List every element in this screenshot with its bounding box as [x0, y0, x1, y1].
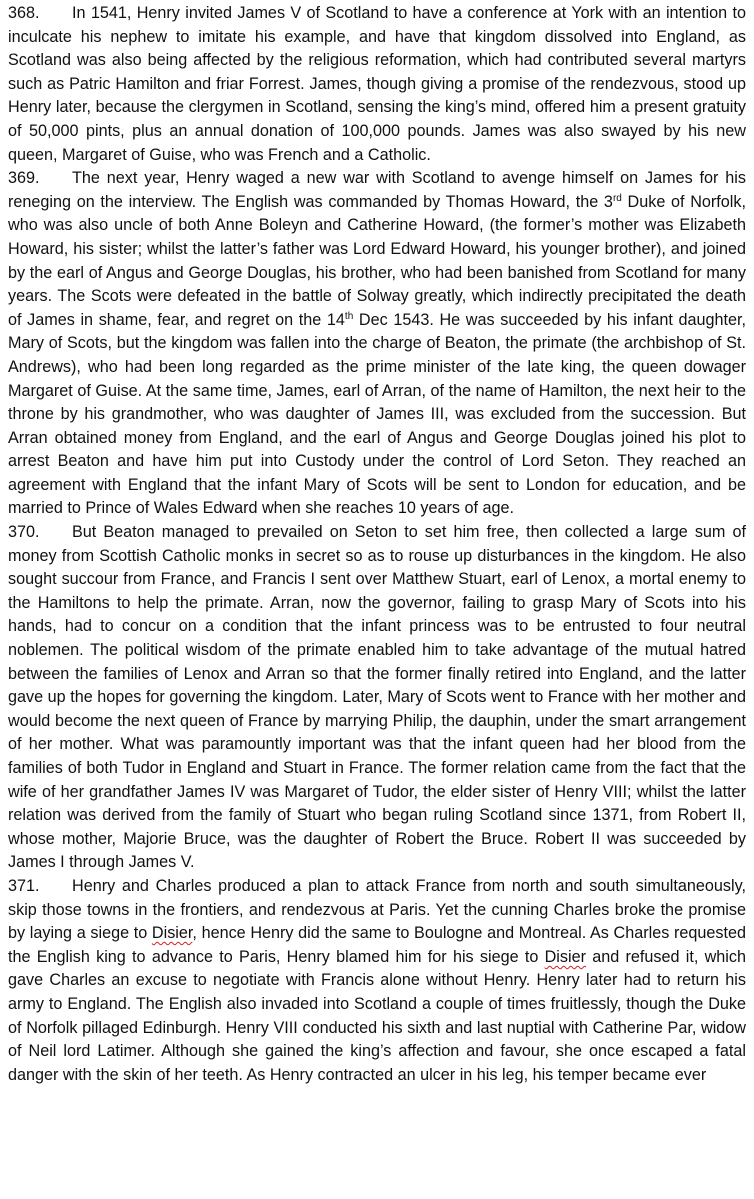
- paragraph-text: , hence Henry did the same to Boulogne and Montreal. As Charles requested the English king to advance to Paris, Henry blamed him for his siege to: [8, 924, 746, 966]
- paragraph-text: But Beaton managed to prevailed on Seton to set him free, then collected a large sum of money from Scottish Catholic monks in secret so as to rouse up disturbances in the kingdom. He also sought succour from France, and Francis I sent over Matthew Stuart, earl of Lenox, a mortal enemy to the Hamiltons to help the primate. Arran, now the governor, failing to grasp Mary of Scots into his hands, had to concur on a condition that the infant princess was to be entrusted to four neutral noblemen. The political wisdom of the primate enabled him to take advantage of the mutual hatred between the families of Lenox and Arran so that the former finally retired into England, and the latter gave up the hopes for governing the kingdom. Later, Mary of Scots went to France with her mother and would become the next queen of France by marrying Philip, the dauphin, under the smart arrangement of her mother. What was paramountly important was that the infant queen had her blood from the families of both Tudor in England and Stuart in France. The former relation came from the fact that the wife of her grandfather James IV was Margaret of Tudor, the elder sister of Henry VIII; whilst the latter relation was derived from the family of Stuart who began ruling Scotland since 1371, from Robert II, whose mother, Majorie Bruce, was the daughter of Robert the Bruce. Robert II was succeeded by James I through James V.: [8, 523, 746, 872]
- paragraph-text: In 1541, Henry invited James V of Scotland to have a conference at York with an intention to inculcate his nephew to imitate his example, and have that kingdom dissolved into England, as Scotland was also being affected by the religious reformation, which had contributed several martyrs such as Patric Hamilton and friar Forrest. James, though giving a promise of the rendezvous, stood up Henry later, because the clergymen in Scotland, sensing the king’s mind, offered him a present gratuity of 50,000 pints, plus an annual donation of 100,000 pounds. James was also swayed by his new queen, Margaret of Guise, who was French and a Catholic.: [8, 4, 746, 164]
- paragraph-number: 369.: [8, 169, 40, 188]
- paragraph-368: [8, 2, 746, 167]
- paragraph-369: [8, 167, 746, 521]
- spellcheck-flagged-word[interactable]: Disier: [151, 924, 193, 943]
- paragraph-text: and refused it, which gave Charles an excuse to negotiate with Francis alone without Henry. Henry later had to return his army to England. The English also invaded into Scotland a couple of times fruitlessly, though the Duke of Norfolk pillaged Edinburgh. Henry VIII conducted his sixth and last nuptial with Catherine Par, widow of Neil lord Latimer. Although she gained the king’s affection and favour, she once escaped a fatal danger with the skin of her teeth. As Henry contracted an ulcer in his leg, his temper became ever: [8, 947, 746, 1084]
- paragraph-371: [8, 875, 746, 1087]
- paragraph-text: The next year, Henry waged a new war with Scotland to avenge himself on James for his reneging on the interview. The English was commanded by Thomas Howard, the 3: [8, 169, 746, 211]
- ordinal-superscript: th: [344, 310, 354, 322]
- ordinal-superscript: rd: [612, 192, 622, 204]
- paragraph-text: Dec 1543. He was succeeded by his infant daughter, Mary of Scots, but the kingdom was fallen into the charge of Beaton, the primate (the archbishop of St. Andrews), who had been long regarded as the prime minister of the late king, the queen dowager Margaret of Guise. At the same time, James, earl of Arran, of the name of Hamilton, the next heir to the throne by his grandmother, who was daughter of James III, was excluded from the succession. But Arran obtained money from England, and the earl of Angus and George Douglas joined his plot to arrest Beaton and have him put into Custody under the control of Lord Seton. They reached an agreement with England that the infant Mary of Scots will be sent to London for education, and be married to Prince of Wales Edward when she reaches 10 years of age.: [8, 310, 746, 518]
- paragraph-number: 368.: [8, 4, 40, 22]
- paragraph-number: 370.: [8, 523, 40, 542]
- spellcheck-flagged-word[interactable]: Disier: [544, 947, 586, 966]
- paragraph-text: Henry and Charles produced a plan to attack France from north and south simultaneously, skip those towns in the frontiers, and rendezvous at Paris. Yet the cunning Charles broke the promise by laying a siege to: [8, 876, 746, 943]
- paragraph-number: 371.: [8, 876, 40, 895]
- paragraph-text: Duke of Norfolk, who was also uncle of both Anne Boleyn and Catherine Howard, (the former’s mother was Elizabeth Howard, his sister; whilst the latter’s father was Lord Edward Howard, his younger brother), and joined by the earl of Angus and George Douglas, his brother, who had been banished from Scotland for many years. The Scots were defeated in the battle of Solway greatly, which indirectly precipitated the death of James in shame, fear, and regret on the 14: [8, 192, 746, 329]
- paragraph-370: [8, 521, 746, 875]
